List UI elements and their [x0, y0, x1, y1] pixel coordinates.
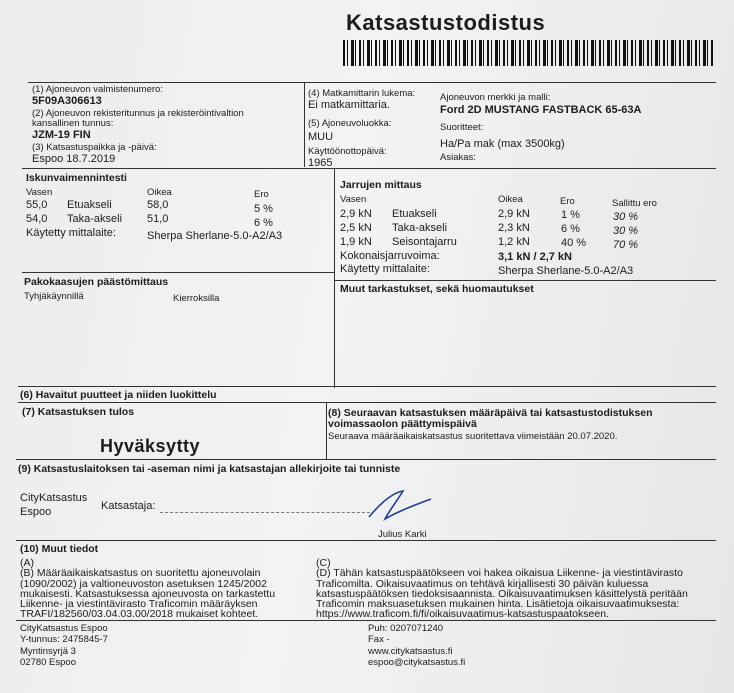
barcode	[343, 40, 713, 66]
place-value: Espoo 18.7.2019	[32, 153, 116, 165]
first-use-value: 1965	[308, 157, 333, 169]
brakes-row-parking-right: 1,2 kN	[498, 236, 530, 248]
make-label: Ajoneuvon merkki ja malli:	[440, 92, 551, 103]
brakes-row-rear-right: 2,3 kN	[498, 222, 530, 234]
info-left-line: (A)	[20, 557, 34, 569]
frame-result-top	[18, 402, 716, 403]
frame-emissions-top	[22, 272, 335, 273]
emissions-title: Pakokaasujen päästömittaus	[24, 276, 169, 288]
inspector-label: Katsastaja:	[101, 500, 156, 512]
frame-divider-measure	[334, 168, 335, 388]
odometer-value: Ei matkamittaria.	[308, 99, 390, 111]
defects-title: (6) Havaitut puutteet ja niiden luokittelu	[20, 389, 217, 401]
brakes-header-left: Vasen	[340, 194, 367, 205]
info-right-line: (D) Tähän katsastuspäätökseen voi hakea oikaisua Liikenne- ja viestintävirasto	[316, 567, 683, 579]
class-label: (5) Ajoneuvoluokka:	[308, 118, 392, 129]
frame-info-top	[16, 540, 716, 541]
emissions-rpm: Kierroksilla	[173, 293, 220, 304]
brakes-total-label: Kokonaisjarruvoima:	[340, 250, 440, 262]
reg-value: JZM-19 FIN	[32, 129, 91, 141]
frame-footer-top	[16, 620, 716, 621]
info-right-line: (C)	[316, 557, 331, 569]
shock-row-front-diff: 5 %	[254, 203, 273, 215]
frame-station-top	[16, 459, 716, 460]
shock-row-rear-diff: 6 %	[254, 217, 273, 229]
brakes-row-front-right: 2,9 kN	[498, 208, 530, 220]
info-left-line: mukaisesti. Katsastuksessa ajoneuvosta on tarkastettu	[20, 588, 276, 600]
frame-top	[28, 82, 716, 83]
signature-line	[160, 512, 370, 513]
brakes-row-front-diff: 1 %	[561, 209, 580, 221]
shock-header-left: Vasen	[26, 187, 53, 198]
next-title-1: (8) Seuraavan katsastuksen määräpäivä tai katsastustodistuksen	[328, 407, 653, 419]
signature-mark	[365, 487, 437, 527]
info-left-line: (B) Määräaikaiskatsastus on suoritettu ajoneuvolain	[20, 567, 261, 579]
footer-left-line: CityKatsastus Espoo	[20, 623, 108, 634]
reg-label-1: (2) Ajoneuvon rekisteritunnus ja rekisteröintivaltion	[32, 108, 244, 119]
brakes-total-value: 3,1 kN / 2,7 kN	[498, 251, 572, 263]
shock-header-diff: Ero	[254, 189, 269, 200]
emissions-idle: Tyhjäkäynnillä	[24, 291, 84, 302]
place-label: (3) Katsastuspaikka ja -päivä:	[32, 142, 157, 153]
shock-row-rear-right: 51,0	[147, 213, 169, 225]
shock-row-front-left: 55,0	[26, 199, 48, 211]
next-text: Seuraava määräaikaiskatsastus suoritettava viimeistään 20.07.2020.	[328, 431, 618, 442]
station-title: (9) Katsastuslaitoksen tai -aseman nimi ja katsastajan allekirjoite tai tunniste	[18, 463, 401, 475]
brakes-row-parking-name: Seisontajarru	[392, 236, 457, 248]
brakes-row-parking-diff: 40 %	[561, 237, 587, 249]
shock-row-rear-left: 54,0	[26, 213, 48, 225]
frame-measure-top	[22, 168, 716, 169]
first-use-label: Käyttöönottopäivä:	[308, 146, 387, 157]
reg-label-2: kansallinen tunnus:	[32, 118, 114, 129]
info-right-line: Traficomilta. Oikaisuvaatimus on tehtävä kirjallisesti 30 päivän kuluessa	[316, 578, 649, 590]
footer-left-line: Myntinsyrjä 3	[20, 646, 76, 657]
other-title: Muut tarkastukset, sekä huomautukset	[340, 283, 534, 295]
brakes-row-rear-diff: 6 %	[561, 223, 580, 235]
performers-value: Ha/Pa mak (max 3500kg)	[440, 138, 565, 150]
customer-label: Asiakas:	[440, 152, 476, 163]
odometer-label: (4) Matkamittarin lukema:	[308, 88, 416, 99]
frame-divider-top	[304, 82, 305, 167]
shock-header-right: Oikea	[147, 187, 172, 198]
inspector-name: Julius Karki	[378, 529, 427, 540]
footer-email: espoo@citykatsastus.fi	[368, 657, 466, 668]
brakes-row-rear-allowed: 30 %	[613, 225, 639, 237]
brakes-header-right: Oikea	[498, 194, 523, 205]
class-value: MUU	[308, 131, 334, 143]
brakes-row-front-name: Etuakseli	[392, 208, 437, 220]
document-title: Katsastustodistus	[346, 10, 546, 35]
brakes-header-diff: Ero	[560, 196, 575, 207]
footer-left-line: Y-tunnus: 2475845-7	[20, 634, 108, 645]
info-left-line: TRAFI/182560/03.04.03.00/2018 mukaiset kohteet.	[20, 608, 259, 620]
brakes-header-allowed: Sallittu ero	[612, 198, 657, 209]
shock-row-front-right: 58,0	[147, 199, 169, 211]
frame-defects-top	[18, 386, 716, 387]
info-right-line: https://www.traficom.fi/fi/oikaisuvaatimus-katsastuspaatokseen.	[316, 608, 609, 620]
vin-label: (1) Ajoneuvon valmistenumero:	[32, 84, 163, 95]
shock-device-label: Käytetty mittalaite:	[26, 227, 116, 239]
footer-left-line: 02780 Espoo	[20, 657, 76, 668]
info-left-line: Liikenne- ja viestintävirasto Traficomin määräyksen	[20, 598, 258, 610]
performers-label: Suoritteet:	[440, 122, 484, 133]
result-title: (7) Katsastuksen tulos	[22, 406, 135, 418]
vin-value: 5F09A306613	[32, 95, 102, 107]
brakes-row-front-allowed: 30 %	[613, 211, 639, 223]
info-title: (10) Muut tiedot	[20, 543, 99, 555]
brakes-row-rear-name: Taka-akseli	[392, 222, 448, 234]
brakes-row-rear-left: 2,5 kN	[340, 222, 372, 234]
brakes-title: Jarrujen mittaus	[340, 179, 422, 191]
shock-title: Iskunvaimennintesti	[26, 172, 127, 184]
station-name-1: CityKatsastus	[20, 492, 88, 504]
footer-fax: Fax -	[368, 634, 390, 645]
frame-divider-result	[326, 402, 327, 460]
brakes-row-front-left: 2,9 kN	[340, 208, 372, 220]
result-value: Hyväksytty	[100, 436, 201, 456]
shock-device-value: Sherpa Sherlane-5.0-A2/A3	[147, 230, 283, 242]
next-title-2: voimassaolon päättymispäivä	[328, 418, 477, 430]
shock-row-rear-name: Taka-akseli	[67, 213, 123, 225]
make-value: Ford 2D MUSTANG FASTBACK 65-63A	[440, 104, 642, 116]
footer-website: www.citykatsastus.fi	[368, 646, 453, 657]
shock-row-front-name: Etuakseli	[67, 199, 112, 211]
info-left-line: (1090/2002) ja valtioneuvoston asetuksen 1245/2002	[20, 578, 267, 590]
brakes-device-value: Sherpa Sherlane-5.0-A2/A3	[498, 265, 634, 277]
brakes-device-label: Käytetty mittalaite:	[340, 263, 430, 275]
brakes-row-parking-allowed: 70 %	[613, 239, 639, 251]
info-right-line: katsastuspäätöksen tiedoksisaannista. Oikaisuvaatimuksen käsittelystä peritään	[316, 588, 688, 600]
frame-other-top	[335, 280, 716, 281]
brakes-row-parking-left: 1,9 kN	[340, 236, 372, 248]
station-name-2: Espoo	[20, 506, 52, 518]
info-right-line: Traficomin maksuasetuksen mukainen hinta. Lisätietoja oikaisuvaatimuksesta:	[316, 598, 680, 610]
footer-phone: Puh: 0207071240	[368, 623, 444, 634]
